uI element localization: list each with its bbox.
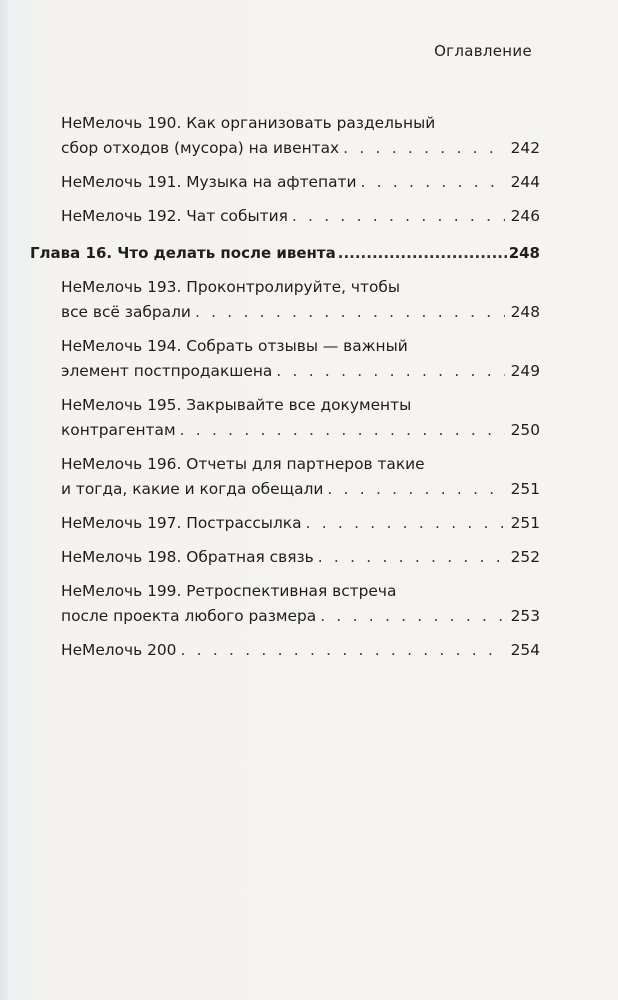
toc-entry-title-line: НеМелочь 193. Проконтролируйте, чтобы (61, 278, 400, 296)
toc-entry-title-line: НеМелочь 194. Собрать отзывы — важный (61, 337, 408, 355)
toc-page-number: 249 (510, 362, 540, 380)
running-header: Оглавление (434, 42, 532, 60)
toc-entry-title: НеМелочь 197. Пострассылка (61, 514, 302, 532)
toc-entry-title: НеМелочь 198. Обратная связь (61, 548, 314, 566)
toc-entry-197[interactable] (30, 511, 540, 536)
toc-entry-200[interactable] (30, 638, 540, 663)
toc-page-number: 251 (510, 480, 540, 498)
dot-leader (180, 638, 504, 663)
toc-entry-title: контрагентам (61, 421, 176, 439)
toc-entry-title: элемент постпродакшена (61, 362, 273, 380)
toc-entry-194[interactable] (30, 334, 540, 384)
toc-entry-191[interactable] (30, 170, 540, 195)
toc-page-number: 248 (508, 244, 540, 262)
dot-leader (338, 241, 507, 266)
toc-entry-title-line: НеМелочь 195. Закрывайте все документы (61, 396, 412, 414)
toc-page-number: 252 (510, 548, 540, 566)
toc-page-number: 242 (510, 139, 540, 157)
dot-leader (327, 477, 504, 502)
dot-leader (292, 204, 505, 229)
toc-entry-title-line: НеМелочь 196. Отчеты для партнеров такие (61, 455, 425, 473)
toc-entry-title: НеМелочь 192. Чат события (61, 207, 288, 225)
toc-page-number: 254 (510, 641, 540, 659)
toc-chapter-16[interactable] (30, 241, 540, 266)
toc-entry-196[interactable] (30, 452, 540, 502)
toc-page-number: 248 (510, 303, 540, 321)
toc-page-number: 246 (510, 207, 540, 225)
toc-page-number: 250 (510, 421, 540, 439)
toc-entry-198[interactable] (30, 545, 540, 570)
toc-entry-195[interactable] (30, 393, 540, 443)
toc-entry-title: НеМелочь 200 (61, 641, 177, 659)
dot-leader (318, 545, 505, 570)
toc-page-number: 244 (510, 173, 540, 191)
dot-leader (180, 418, 505, 443)
toc-entry-title-line: НеМелочь 190. Как организовать раздельный (61, 114, 436, 132)
toc-entry-title: сбор отходов (мусора) на ивентах (61, 139, 340, 157)
toc-entry-190[interactable] (30, 111, 540, 161)
toc-entry-title: после проекта любого размера (61, 607, 317, 625)
toc-page-number: 251 (510, 514, 540, 532)
toc-entry-title-line: НеМелочь 199. Ретроспективная встреча (61, 582, 397, 600)
toc-entry-title: и тогда, какие и когда обещали (61, 480, 324, 498)
toc-entry-title: НеМелочь 191. Музыка на афтепати (61, 173, 357, 191)
dot-leader (306, 511, 505, 536)
toc-entry-title: все всё забрали (61, 303, 191, 321)
dot-leader (343, 136, 504, 161)
toc-entry-193[interactable] (30, 275, 540, 325)
toc-chapter-title: Глава 16. Что делать после ивента (30, 244, 336, 262)
dot-leader (276, 359, 504, 384)
toc-entry-199[interactable] (30, 579, 540, 629)
dot-leader (360, 170, 504, 195)
toc-page-number: 253 (510, 607, 540, 625)
dot-leader (320, 604, 504, 629)
toc-entry-192[interactable] (30, 204, 540, 229)
table-of-contents (30, 111, 540, 672)
dot-leader (195, 300, 505, 325)
